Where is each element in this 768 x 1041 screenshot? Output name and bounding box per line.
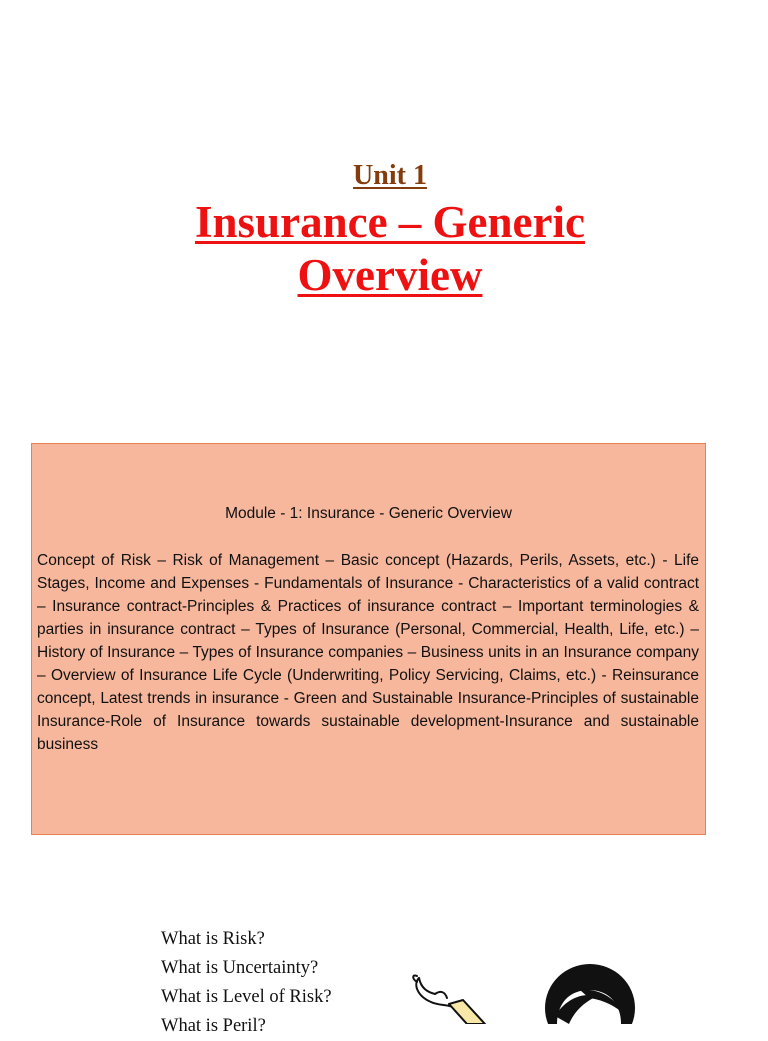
- page-title-line-1: Insurance – Generic: [195, 197, 585, 247]
- module-box: [31, 443, 706, 835]
- unit-label: Unit 1: [353, 160, 427, 191]
- presenting-person-icon: [405, 960, 665, 1024]
- page-title: [0, 196, 768, 302]
- question-item: What is Level of Risk?: [161, 987, 332, 1007]
- face-icon: [545, 964, 635, 1024]
- question-item: What is Risk?: [161, 929, 265, 949]
- module-heading: Module - 1: Insurance - Generic Overview: [225, 505, 512, 522]
- question-item: What is Uncertainty?: [161, 958, 319, 978]
- question-item: What is Peril?: [161, 1016, 266, 1036]
- page-title-line-2: Overview: [297, 250, 483, 300]
- module-body: Concept of Risk – Risk of Management – Basic concept (Hazards, Perils, Assets, etc.) - Life Stages, Income and Expenses - Fundamentals of Insurance - Characteristics of a valid contract – Insurance contract-Principles & Practices of insurance contract – Important terminologies & parties in insurance contract – Types of Insurance (Personal, Commercial, Health, Life, etc.) – History of Insurance – Types of Insurance companies – Business units in an Insurance company – Overview of Insurance Life Cycle (Underwriting, Policy Servicing, Claims, etc.) - Reinsurance concept, Latest trends in insurance - Green and Sustainable Insurance-Principles of sustainable Insurance-Role of Insurance towards sustainable development-Insurance and sustainable business: [37, 552, 699, 753]
